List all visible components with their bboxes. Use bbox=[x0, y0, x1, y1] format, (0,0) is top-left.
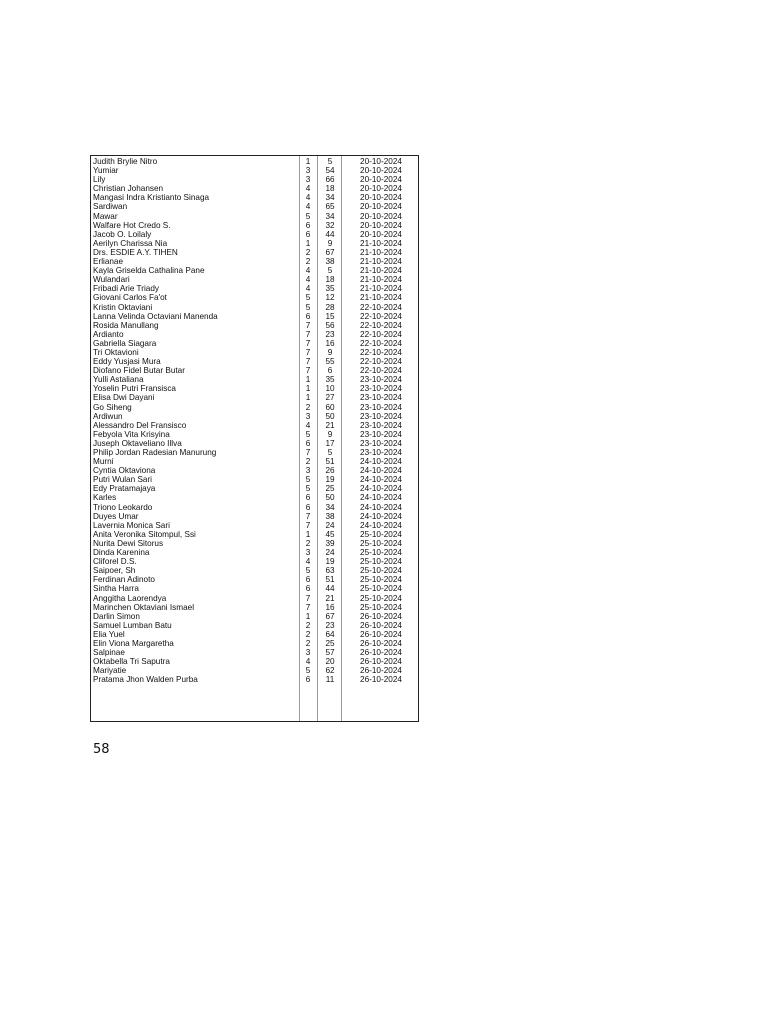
number-cell: 1 bbox=[305, 529, 311, 539]
date-cell: 26-10-2024 bbox=[360, 638, 402, 648]
name-cell: Yumiar bbox=[93, 166, 119, 176]
number-cell: 25 bbox=[325, 638, 335, 648]
number-cell: 24 bbox=[325, 520, 335, 530]
table-row bbox=[91, 166, 418, 175]
table-row bbox=[91, 175, 418, 184]
number-cell: 3 bbox=[305, 411, 311, 421]
number-cell: 20 bbox=[325, 657, 335, 667]
number-cell: 34 bbox=[325, 193, 335, 203]
number-cell: 62 bbox=[325, 666, 335, 676]
name-cell: Sardiwan bbox=[93, 202, 128, 212]
number-cell: 5 bbox=[305, 211, 311, 221]
name-cell: Jacob O. Loilaly bbox=[93, 229, 152, 239]
date-cell: 21-10-2024 bbox=[360, 284, 402, 294]
number-cell: 28 bbox=[325, 302, 335, 312]
number-cell: 19 bbox=[325, 557, 335, 567]
date-cell: 26-10-2024 bbox=[360, 666, 402, 676]
number-cell: 6 bbox=[305, 438, 311, 448]
number-cell: 19 bbox=[325, 475, 335, 485]
table-row bbox=[91, 312, 418, 321]
number-cell: 50 bbox=[325, 493, 335, 503]
number-cell: 7 bbox=[305, 511, 311, 521]
number-cell: 45 bbox=[325, 529, 335, 539]
number-cell: 7 bbox=[305, 357, 311, 367]
table-row bbox=[91, 157, 418, 166]
date-cell: 23-10-2024 bbox=[360, 411, 402, 421]
data-table bbox=[90, 155, 419, 722]
date-cell: 21-10-2024 bbox=[360, 266, 402, 276]
number-cell: 7 bbox=[305, 448, 311, 457]
table-row bbox=[91, 666, 418, 675]
number-cell: 39 bbox=[325, 538, 335, 548]
number-cell: 18 bbox=[325, 184, 335, 194]
name-cell: Cliforel D.S. bbox=[93, 557, 137, 567]
number-cell: 5 bbox=[305, 666, 311, 676]
name-cell: Putri Wulan Sari bbox=[93, 475, 153, 485]
table-row bbox=[91, 575, 418, 584]
name-cell: Yulli Astaliana bbox=[93, 375, 144, 385]
number-cell: 5 bbox=[305, 484, 311, 494]
number-cell: 5 bbox=[305, 429, 311, 439]
date-cell: 25-10-2024 bbox=[360, 584, 402, 594]
name-cell: Gabriella Siagara bbox=[93, 338, 157, 348]
number-cell: 9 bbox=[327, 238, 333, 248]
date-cell: 21-10-2024 bbox=[360, 238, 402, 248]
number-cell: 44 bbox=[325, 229, 335, 239]
number-cell: 5 bbox=[305, 293, 311, 303]
number-cell: 4 bbox=[305, 557, 311, 567]
name-cell: Diofano Fidel Butar Butar bbox=[93, 366, 185, 376]
name-cell: Mariyatie bbox=[93, 666, 127, 676]
number-cell: 1 bbox=[305, 393, 311, 403]
number-cell: 44 bbox=[325, 584, 335, 594]
number-cell: 7 bbox=[305, 602, 311, 612]
table-row bbox=[91, 212, 418, 221]
date-cell: 24-10-2024 bbox=[360, 520, 402, 530]
page-number: 58 bbox=[93, 742, 110, 757]
date-cell: 22-10-2024 bbox=[360, 338, 402, 348]
table-row bbox=[91, 457, 418, 466]
number-cell: 11 bbox=[325, 675, 335, 685]
date-cell: 22-10-2024 bbox=[360, 329, 402, 339]
number-cell: 60 bbox=[325, 402, 335, 412]
table-row bbox=[91, 384, 418, 393]
number-cell: 6 bbox=[305, 575, 311, 585]
name-cell: Nurita Dewi Sitorus bbox=[93, 538, 164, 548]
number-cell: 16 bbox=[325, 602, 335, 612]
name-cell: Eddy Yusjasi Mura bbox=[93, 357, 161, 367]
number-cell: 2 bbox=[305, 620, 311, 630]
table-row bbox=[91, 184, 418, 193]
number-cell: 24 bbox=[325, 548, 335, 558]
date-cell: 23-10-2024 bbox=[360, 375, 402, 385]
number-cell: 2 bbox=[305, 402, 311, 412]
table-row bbox=[91, 603, 418, 612]
number-cell: 6 bbox=[327, 366, 333, 376]
name-cell: Kristin Oktaviani bbox=[93, 302, 153, 312]
number-cell: 38 bbox=[325, 511, 335, 521]
number-cell: 4 bbox=[305, 420, 311, 430]
number-cell: 3 bbox=[305, 648, 311, 658]
name-cell: Lily bbox=[93, 175, 106, 185]
date-cell: 25-10-2024 bbox=[360, 602, 402, 612]
name-cell: Fribadi Arie Triady bbox=[93, 284, 159, 294]
table-row bbox=[91, 412, 418, 421]
date-cell: 24-10-2024 bbox=[360, 466, 402, 476]
date-cell: 20-10-2024 bbox=[360, 157, 402, 166]
name-cell: Alessandro Del Fransisco bbox=[93, 420, 187, 430]
number-cell: 5 bbox=[305, 566, 311, 576]
date-cell: 26-10-2024 bbox=[360, 657, 402, 667]
name-cell: Philip Jordan Radesian Manurung bbox=[93, 448, 217, 457]
number-cell: 51 bbox=[325, 457, 335, 467]
name-cell: Erlianae bbox=[93, 257, 124, 267]
table-row bbox=[91, 257, 418, 266]
name-cell: Ardianto bbox=[93, 329, 124, 339]
name-cell: Lanna Velinda Octaviani Manenda bbox=[93, 311, 218, 321]
number-cell: 6 bbox=[305, 584, 311, 594]
number-cell: 66 bbox=[325, 175, 335, 185]
number-cell: 2 bbox=[305, 638, 311, 648]
number-cell: 2 bbox=[305, 457, 311, 467]
date-cell: 22-10-2024 bbox=[360, 311, 402, 321]
table-row bbox=[91, 566, 418, 575]
number-cell: 1 bbox=[305, 375, 311, 385]
date-cell: 20-10-2024 bbox=[360, 211, 402, 221]
number-cell: 50 bbox=[325, 411, 335, 421]
date-cell: 23-10-2024 bbox=[360, 429, 402, 439]
date-cell: 22-10-2024 bbox=[360, 320, 402, 330]
date-cell: 25-10-2024 bbox=[360, 575, 402, 585]
number-cell: 1 bbox=[305, 157, 311, 166]
number-cell: 3 bbox=[305, 548, 311, 558]
name-cell: Judith Brylie Nitro bbox=[93, 157, 158, 166]
table-row bbox=[91, 657, 418, 666]
table-row bbox=[91, 248, 418, 257]
number-cell: 6 bbox=[305, 502, 311, 512]
date-cell: 21-10-2024 bbox=[360, 257, 402, 267]
table-row bbox=[91, 193, 418, 202]
number-cell: 7 bbox=[305, 366, 311, 376]
date-cell: 26-10-2024 bbox=[360, 629, 402, 639]
name-cell: Saipoer, Sh bbox=[93, 566, 136, 576]
table-row bbox=[91, 293, 418, 302]
number-cell: 5 bbox=[327, 157, 333, 166]
name-cell: Tri Oktavioni bbox=[93, 347, 139, 357]
table-row bbox=[91, 366, 418, 375]
table-row bbox=[91, 539, 418, 548]
date-cell: 23-10-2024 bbox=[360, 402, 402, 412]
number-cell: 16 bbox=[325, 338, 335, 348]
date-cell: 20-10-2024 bbox=[360, 166, 402, 176]
date-cell: 25-10-2024 bbox=[360, 557, 402, 567]
table-row bbox=[91, 221, 418, 230]
date-cell: 23-10-2024 bbox=[360, 438, 402, 448]
table-row bbox=[91, 466, 418, 475]
number-cell: 6 bbox=[305, 493, 311, 503]
name-cell: Samuel Lumban Batu bbox=[93, 620, 172, 630]
date-cell: 20-10-2024 bbox=[360, 193, 402, 203]
table-row bbox=[91, 639, 418, 648]
table-row bbox=[91, 375, 418, 384]
date-cell: 24-10-2024 bbox=[360, 484, 402, 494]
number-cell: 4 bbox=[305, 193, 311, 203]
table-row bbox=[91, 239, 418, 248]
name-cell: Go Siheng bbox=[93, 402, 132, 412]
table-row bbox=[91, 275, 418, 284]
name-cell: Elia Yuel bbox=[93, 629, 125, 639]
number-cell: 9 bbox=[327, 429, 333, 439]
date-cell: 25-10-2024 bbox=[360, 593, 402, 603]
number-cell: 15 bbox=[325, 311, 335, 321]
number-cell: 12 bbox=[325, 293, 335, 303]
number-cell: 65 bbox=[325, 202, 335, 212]
number-cell: 1 bbox=[305, 611, 311, 621]
date-cell: 22-10-2024 bbox=[360, 357, 402, 367]
date-cell: 23-10-2024 bbox=[360, 448, 402, 457]
number-cell: 7 bbox=[305, 347, 311, 357]
number-cell: 2 bbox=[305, 538, 311, 548]
number-cell: 4 bbox=[305, 657, 311, 667]
number-cell: 4 bbox=[305, 275, 311, 285]
date-cell: 20-10-2024 bbox=[360, 175, 402, 185]
table-row bbox=[91, 330, 418, 339]
number-cell: 67 bbox=[325, 611, 335, 621]
name-cell: Anita Veronika Sitompul, Ssi bbox=[93, 529, 196, 539]
date-cell: 24-10-2024 bbox=[360, 475, 402, 485]
table-row bbox=[91, 493, 418, 502]
table-row bbox=[91, 530, 418, 539]
table-row bbox=[91, 675, 418, 684]
date-cell: 26-10-2024 bbox=[360, 611, 402, 621]
name-cell: Lavernia Monica Sari bbox=[93, 520, 170, 530]
number-cell: 63 bbox=[325, 566, 335, 576]
number-cell: 35 bbox=[325, 375, 335, 385]
date-cell: 22-10-2024 bbox=[360, 366, 402, 376]
number-cell: 34 bbox=[325, 502, 335, 512]
number-cell: 26 bbox=[325, 466, 335, 476]
number-cell: 6 bbox=[305, 311, 311, 321]
number-cell: 7 bbox=[305, 320, 311, 330]
table-row bbox=[91, 403, 418, 412]
date-cell: 21-10-2024 bbox=[360, 247, 402, 257]
name-cell: Anggitha Laorendya bbox=[93, 593, 167, 603]
table-row bbox=[91, 448, 418, 457]
table-row bbox=[91, 393, 418, 402]
date-cell: 21-10-2024 bbox=[360, 293, 402, 303]
number-cell: 2 bbox=[305, 257, 311, 267]
number-cell: 21 bbox=[325, 420, 335, 430]
date-cell: 20-10-2024 bbox=[360, 184, 402, 194]
number-cell: 5 bbox=[305, 302, 311, 312]
table-row bbox=[91, 548, 418, 557]
name-cell: Cyntia Oktaviona bbox=[93, 466, 156, 476]
number-cell: 2 bbox=[305, 247, 311, 257]
date-cell: 24-10-2024 bbox=[360, 493, 402, 503]
number-cell: 38 bbox=[325, 257, 335, 267]
number-cell: 18 bbox=[325, 275, 335, 285]
name-cell: Christian Johansen bbox=[93, 184, 164, 194]
number-cell: 23 bbox=[325, 620, 335, 630]
table-row bbox=[91, 421, 418, 430]
name-cell: Juseph Oktaveliano Illva bbox=[93, 438, 182, 448]
name-cell: Salpinae bbox=[93, 648, 125, 658]
table-row bbox=[91, 348, 418, 357]
number-cell: 56 bbox=[325, 320, 335, 330]
number-cell: 67 bbox=[325, 247, 335, 257]
number-cell: 57 bbox=[325, 648, 335, 658]
table-row bbox=[91, 484, 418, 493]
name-cell: Febyola Vita Krisyina bbox=[93, 429, 170, 439]
number-cell: 55 bbox=[325, 357, 335, 367]
name-cell: Karles bbox=[93, 493, 117, 503]
table-row bbox=[91, 621, 418, 630]
name-cell: Oktabella Tri Saputra bbox=[93, 657, 170, 667]
date-cell: 25-10-2024 bbox=[360, 538, 402, 548]
name-cell: Darlin Simon bbox=[93, 611, 140, 621]
date-cell: 26-10-2024 bbox=[360, 675, 402, 685]
table-row bbox=[91, 439, 418, 448]
table-row bbox=[91, 475, 418, 484]
number-cell: 5 bbox=[327, 266, 333, 276]
name-cell: Elin Viona Margaretha bbox=[93, 638, 174, 648]
date-cell: 26-10-2024 bbox=[360, 620, 402, 630]
name-cell: Wulandari bbox=[93, 275, 130, 285]
table-row bbox=[91, 648, 418, 657]
number-cell: 54 bbox=[325, 166, 335, 176]
date-cell: 22-10-2024 bbox=[360, 347, 402, 357]
number-cell: 4 bbox=[305, 266, 311, 276]
name-cell: Aerilyn Charissa Nia bbox=[93, 238, 168, 248]
date-cell: 24-10-2024 bbox=[360, 502, 402, 512]
number-cell: 5 bbox=[305, 475, 311, 485]
date-cell: 20-10-2024 bbox=[360, 220, 402, 230]
date-cell: 24-10-2024 bbox=[360, 457, 402, 467]
number-cell: 1 bbox=[305, 238, 311, 248]
number-cell: 5 bbox=[327, 448, 333, 457]
number-cell: 7 bbox=[305, 593, 311, 603]
date-cell: 25-10-2024 bbox=[360, 529, 402, 539]
number-cell: 1 bbox=[305, 384, 311, 394]
number-cell: 4 bbox=[305, 184, 311, 194]
name-cell: Edy Pratamajaya bbox=[93, 484, 156, 494]
table-row bbox=[91, 612, 418, 621]
name-cell: Yoselin Putri Fransisca bbox=[93, 384, 176, 394]
date-cell: 20-10-2024 bbox=[360, 229, 402, 239]
name-cell: Murni bbox=[93, 457, 114, 467]
name-cell: Pratama Jhon Walden Purba bbox=[93, 675, 198, 685]
table-body bbox=[91, 157, 418, 684]
number-cell: 6 bbox=[305, 675, 311, 685]
number-cell: 4 bbox=[305, 202, 311, 212]
number-cell: 7 bbox=[305, 520, 311, 530]
number-cell: 3 bbox=[305, 466, 311, 476]
number-cell: 3 bbox=[305, 166, 311, 176]
name-cell: Giovani Carlos Fa'ot bbox=[93, 293, 167, 303]
table-row bbox=[91, 357, 418, 366]
table-row bbox=[91, 630, 418, 639]
table-row bbox=[91, 430, 418, 439]
date-cell: 25-10-2024 bbox=[360, 566, 402, 576]
date-cell: 26-10-2024 bbox=[360, 648, 402, 658]
number-cell: 9 bbox=[327, 347, 333, 357]
number-cell: 6 bbox=[305, 220, 311, 230]
name-cell: Triono Leokardo bbox=[93, 502, 153, 512]
date-cell: 21-10-2024 bbox=[360, 275, 402, 285]
date-cell: 20-10-2024 bbox=[360, 202, 402, 212]
table-row bbox=[91, 284, 418, 293]
number-cell: 7 bbox=[305, 329, 311, 339]
table-row bbox=[91, 321, 418, 330]
table-row bbox=[91, 557, 418, 566]
name-cell: Ferdinan Adinoto bbox=[93, 575, 155, 585]
number-cell: 17 bbox=[325, 438, 335, 448]
number-cell: 25 bbox=[325, 484, 335, 494]
table-row bbox=[91, 512, 418, 521]
number-cell: 35 bbox=[325, 284, 335, 294]
table-row bbox=[91, 303, 418, 312]
name-cell: Ardiwun bbox=[93, 411, 123, 421]
name-cell: Marinchen Oktaviani Ismael bbox=[93, 602, 195, 612]
number-cell: 4 bbox=[305, 284, 311, 294]
table-row bbox=[91, 594, 418, 603]
number-cell: 51 bbox=[325, 575, 335, 585]
date-cell: 25-10-2024 bbox=[360, 548, 402, 558]
name-cell: Kayla Griselda Cathalina Pane bbox=[93, 266, 205, 276]
number-cell: 10 bbox=[325, 384, 335, 394]
date-cell: 23-10-2024 bbox=[360, 393, 402, 403]
name-cell: Rosida Manullang bbox=[93, 320, 159, 330]
number-cell: 2 bbox=[305, 629, 311, 639]
table-row bbox=[91, 202, 418, 211]
table-row bbox=[91, 584, 418, 593]
number-cell: 32 bbox=[325, 220, 335, 230]
table-row bbox=[91, 521, 418, 530]
number-cell: 21 bbox=[325, 593, 335, 603]
name-cell: Elisa Dwi Dayani bbox=[93, 393, 155, 403]
name-cell: Dinda Karenina bbox=[93, 548, 150, 558]
name-cell: Mangasi Indra Kristianto Sinaga bbox=[93, 193, 210, 203]
table-row bbox=[91, 503, 418, 512]
date-cell: 24-10-2024 bbox=[360, 511, 402, 521]
date-cell: 23-10-2024 bbox=[360, 420, 402, 430]
date-cell: 22-10-2024 bbox=[360, 302, 402, 312]
number-cell: 3 bbox=[305, 175, 311, 185]
table-row bbox=[91, 339, 418, 348]
name-cell: Duyes Umar bbox=[93, 511, 139, 521]
name-cell: Walfare Hot Credo S. bbox=[93, 220, 171, 230]
number-cell: 6 bbox=[305, 229, 311, 239]
number-cell: 23 bbox=[325, 329, 335, 339]
name-cell: Sintha Harra bbox=[93, 584, 139, 594]
name-cell: Mawar bbox=[93, 211, 118, 221]
table-row bbox=[91, 266, 418, 275]
number-cell: 64 bbox=[325, 629, 335, 639]
name-cell: Drs. ESDIE A.Y. TIHEN bbox=[93, 247, 178, 257]
number-cell: 27 bbox=[325, 393, 335, 403]
date-cell: 23-10-2024 bbox=[360, 384, 402, 394]
table-row bbox=[91, 230, 418, 239]
number-cell: 7 bbox=[305, 338, 311, 348]
number-cell: 34 bbox=[325, 211, 335, 221]
